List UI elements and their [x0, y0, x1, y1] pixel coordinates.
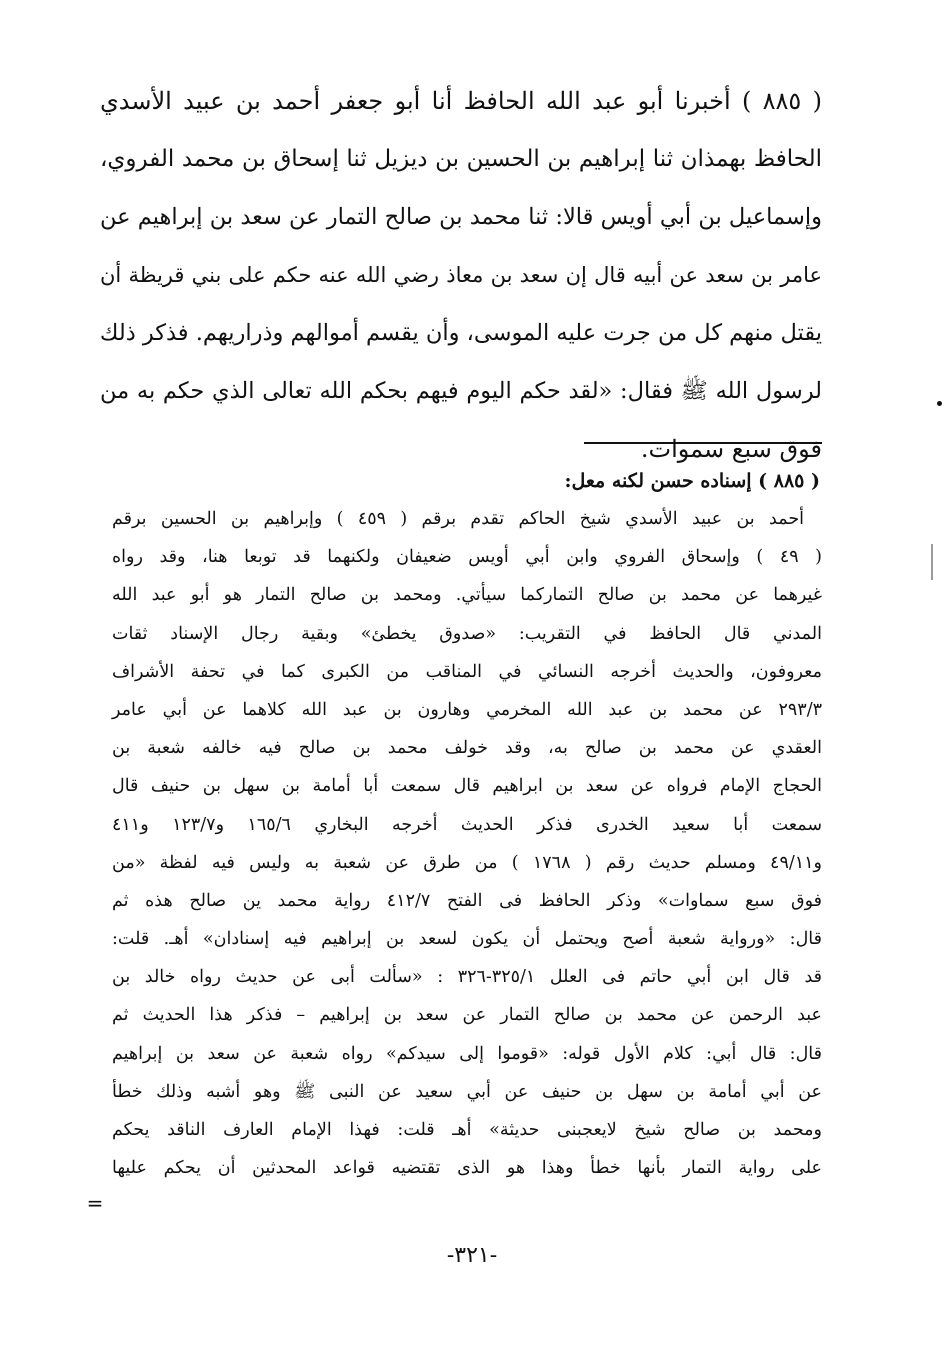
footnote-line: العقدي عن محمد بن صالح به، وقد خولف محمد بن صالح فيه خالفه شعبة بن: [112, 738, 822, 759]
footnote-line: فوق سبع سماوات» وذكر الحافظ فى الفتح ٤١٢/٧ رواية محمد ين صالح هذه ثم: [112, 890, 822, 911]
footnote-line: قال: قال أبي: كلام الأول قوله: «قوموا إلى سيدكم» رواه شعبة عن سعد بن إبراهيم: [112, 1043, 822, 1064]
footnote-line: قال: «ورواية شعبة أصح ويحتمل أن يكون لسعد بن إبراهيم فيه إسنادان» أهـ. قلت:: [112, 929, 822, 950]
hadith-line: عامر بن سعد عن أبيه قال إن سعد بن معاذ رضي الله عنه حكم على بني قريظة أن: [100, 263, 822, 287]
hadith-line: الحافظ بهمذان ثنا إبراهيم بن الحسين بن ديزيل ثنا إسحاق بن محمد الفروي،: [100, 146, 822, 172]
hadith-line: وإسماعيل بن أبي أويس قالا: ثنا محمد بن صالح التمار عن سعد بن إبراهيم عن: [100, 204, 822, 230]
scan-speck: [937, 401, 942, 406]
footnote-line: على رواية التمار بأنها خطأ وهذا هو الذى تقتضيه قواعد المحدثين أن يحكم عليها: [112, 1158, 822, 1179]
page-number: -٣٢١-: [446, 1243, 498, 1268]
footnote-line: غيرهما عن محمد بن صالح التماركما سيأتي. ومحمد بن صالح التمار هو أبو عبد الله: [112, 585, 822, 606]
hadith-line: لرسول الله ﷺ فقال: «لقد حكم اليوم فيهم بحكم الله تعالى الذي حكم به من: [100, 378, 822, 404]
hadith-line: يقتل منهم كل من جرت عليه الموسى، وأن يقسم أموالهم وذراريهم. فذكر ذلك: [99, 320, 822, 346]
footnote-heading: ( ٨٨٥ ) إسناده حسن لكنه معل:: [564, 470, 820, 492]
footnote-line: عن أبي أمامة بن سهل بن حنيف عن أبي سعيد عن النبى ﷺ وهو أشبه وذلك خطأ: [112, 1081, 822, 1102]
footnote-line: عبد الرحمن عن محمد بن صالح التمار عن سعد بن إبراهيم – فذكر هذا الحديث ثم: [112, 1005, 822, 1026]
footnote-line: ومحمد بن صالح شيخ لايعجبنى حديثة» أهـ قلت: فهذا الإمام العارف الناقد يحكم: [112, 1120, 822, 1140]
footnote-line: الحجاج الإمام فرواه عن سعد بن ابراهيم قال سمعت أبا أمامة بن سهل بن حنيف قال: [112, 776, 822, 797]
footnote-section: [112, 462, 822, 1187]
scan-mark: [931, 544, 933, 580]
hadith-line: ( ٨٨٥ ) أخبرنا أبو عبد الله الحافظ أنا أبو جعفر أحمد بن عبيد الأسدي: [100, 87, 822, 115]
continuation-mark: =: [86, 1191, 104, 1215]
footnote-line: سمعت أبا سعيد الخدرى فذكر الحديث أخرجه البخاري ١٦٥/٦ و١٢٣/٧ و٤١١: [112, 814, 823, 835]
footnote-separator: [584, 442, 822, 444]
footnote-line: ( ٤٩ ) وإسحاق الفروي وابن أبي أويس ضعيفان ولكنهما قد توبعا هنا، وقد رواه: [112, 547, 823, 568]
footnote-line: أحمد بن عبيد الأسدي شيخ الحاكم تقدم برقم ( ٤٥٩ ) وإبراهيم بن الحسين برقم: [112, 509, 805, 529]
footnote-line: معروفون، والحديث أخرجه النسائي في المناقب من الكبرى كما في تحفة الأشراف: [112, 661, 822, 682]
footnote-line: قد قال ابن أبي حاتم فى العلل ٣٢٥/١-٣٢٦ : «سألت أبى عن حديث رواه خالد بن: [112, 967, 822, 988]
footnote-line: المدني قال الحافظ في التقريب: «صدوق يخطئ» وبقية رجال الإسناد ثقات: [112, 623, 822, 644]
footnote-line: و٤٩/١١ ومسلم حديث رقم ( ١٧٦٨ ) من طرق عن شعبة به وليس فيه لفظة «من: [112, 852, 822, 873]
footnote-line: ٢٩٣/٣ عن محمد بن عبد الله المخرمي وهارون بن عبد الله كلاهما عن أبي عامر: [112, 699, 822, 720]
hadith-text: [100, 72, 822, 478]
hadith-line: فوق سبع سموات.: [640, 435, 822, 463]
